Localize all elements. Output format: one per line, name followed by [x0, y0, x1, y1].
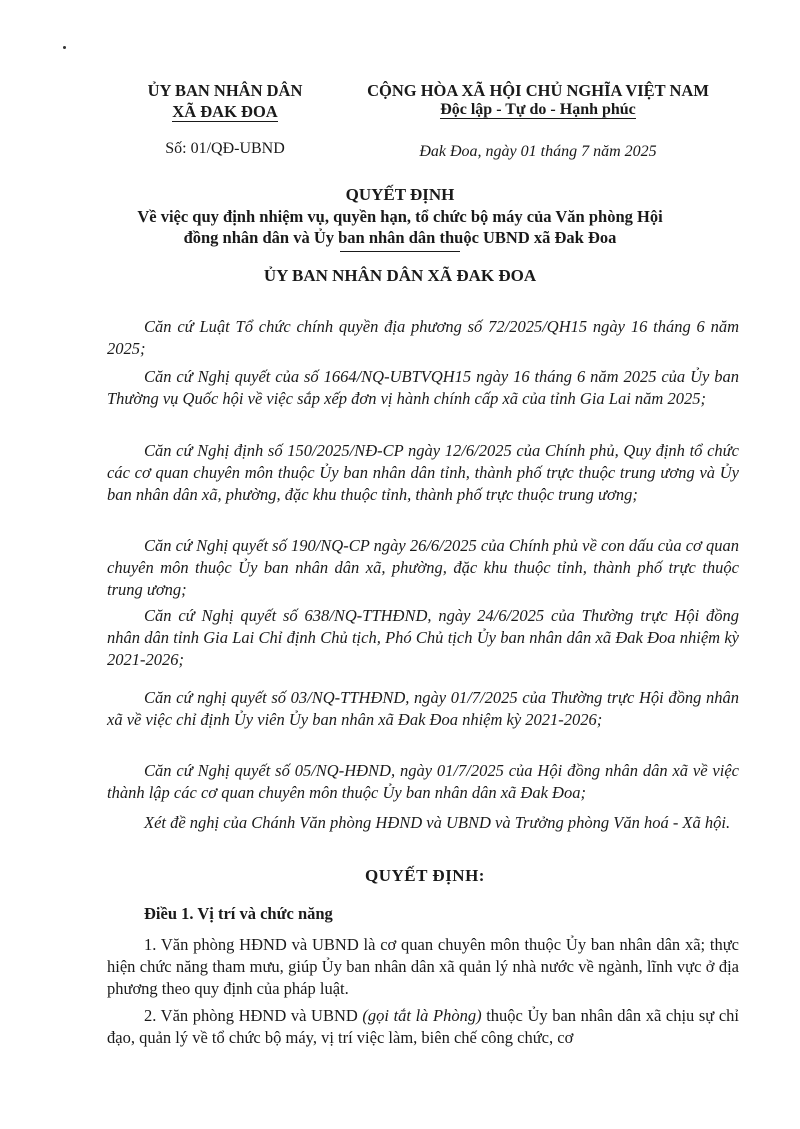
document-number: Số: 01/QĐ-UBND — [165, 140, 285, 157]
decision-heading: QUYẾT ĐỊNH: — [365, 866, 485, 885]
preamble-resolution-05: Căn cứ Nghị quyết số 05/NQ-HĐND, ngày 01/7/2025 của Hội đồng nhân dân xã về việc thành lập các cơ quan chuyên môn thuộc Ủy ban nhân dân xã Đak Đoa; — [107, 761, 739, 802]
preamble-resolution-638: Căn cứ Nghị quyết số 638/NQ-TTHĐND, ngày 24/6/2025 của Thường trực Hội đồng nhân dân tỉnh Gia Lai Chỉ định Chủ tịch, Phó Chủ tịch Ủy ban nhân dân xã Đak Đoa nhiệm kỳ 2021-2026; — [107, 606, 739, 669]
motto: Độc lập - Tự do - Hạnh phúc — [440, 101, 636, 118]
preamble-resolution-190: Căn cứ Nghị quyết số 190/NQ-CP ngày 26/6/2025 của Chính phủ về con dấu của cơ quan chuyên môn thuộc Ủy ban nhân dân xã, phường, đặc khu thuộc tỉnh, thành phố trực thuộc trung ương; — [107, 536, 739, 599]
preamble-proposal: Xét đề nghị của Chánh Văn phòng HĐND và UBND và Trưởng phòng Văn hoá - Xã hội. — [144, 813, 731, 832]
agency-block — [120, 80, 330, 122]
issuer-heading: ỦY BAN NHÂN DÂN XÃ ĐAK ĐOA — [263, 266, 537, 285]
subject-line-1: Về việc quy định nhiệm vụ, quyền hạn, tổ chức bộ máy của Văn phòng Hội — [137, 207, 663, 226]
preamble-resolution-1664: Căn cứ Nghị quyết của số 1664/NQ-UBTVQH15 ngày 16 tháng 6 năm 2025 của Ủy ban Thường vụ Quốc hội về việc sắp xếp đơn vị hành chính cấp xã của tỉnh Gia Lai năm 2025; — [107, 367, 739, 408]
scan-speck — [63, 46, 66, 49]
preamble-decree-150: Căn cứ Nghị định số 150/2025/NĐ-CP ngày 12/6/2025 của Chính phủ, Quy định tổ chức các cơ quan chuyên môn thuộc Ủy ban nhân dân tỉnh, thành phố trực thuộc trung ương và Ủy ban nhân dân xã, phường, đặc khu thuộc tỉnh, thành phố trực thuộc trung ương; — [107, 441, 739, 504]
document-title: QUYẾT ĐỊNH — [345, 185, 455, 204]
document-subject — [80, 206, 720, 248]
article-1-clause-1: 1. Văn phòng HĐND và UBND là cơ quan chuyên môn thuộc Ủy ban nhân dân xã; thực hiện chức năng tham mưu, giúp Ủy ban nhân dân xã quản lý nhà nước về ngành, lĩnh vực ở địa phương theo quy định của pháp luật. — [107, 935, 739, 998]
preamble-law: Căn cứ Luật Tổ chức chính quyền địa phương số 72/2025/QH15 ngày 16 tháng 6 năm 2025; — [107, 317, 739, 358]
subject-line-2: đồng nhân dân và Ủy ban nhân dân thuộc UBND xã Đak Đoa — [183, 228, 617, 247]
agency-commune: XÃ ĐAK ĐOA — [172, 102, 278, 121]
preamble-resolution-03: Căn cứ nghị quyết số 03/NQ-TTHĐND, ngày 01/7/2025 của Thường trực Hội đồng nhân xã về việc chỉ định Ủy viên Ủy ban nhân xã Đak Đoa nhiệm kỳ 2021-2026; — [107, 688, 739, 729]
article-1-clause-2: 2. Văn phòng HĐND và UBND (gọi tắt là Phòng) thuộc Ủy ban nhân dân xã chịu sự chỉ đạo, quản lý về tổ chức bộ máy, vị trí việc làm, biên chế công chức, cơ — [107, 1006, 740, 1047]
national-title: CỘNG HÒA XÃ HỘI CHỦ NGHĨA VIỆT NAM — [367, 81, 709, 100]
agency-name: ỦY BAN NHÂN DÂN — [147, 81, 303, 100]
subject-underline — [340, 251, 460, 252]
place-date: Đak Đoa, ngày 01 tháng 7 năm 2025 — [419, 143, 657, 160]
article-1-title: Điều 1. Vị trí và chức năng — [144, 904, 333, 923]
